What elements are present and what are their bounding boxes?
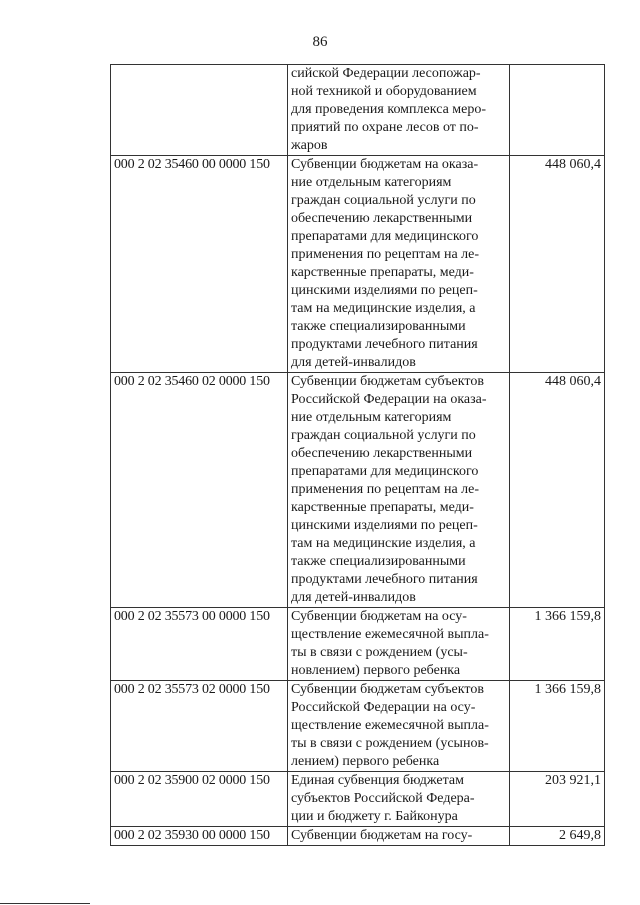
description-line: продуктами лечебного питания (291, 572, 478, 587)
description-line: карственные препараты, меди- (291, 265, 474, 280)
description-line: ние отдельным категориям (291, 410, 452, 425)
budget-code-cell: 000 2 02 35930 00 0000 150 (111, 827, 288, 846)
budget-table (110, 64, 605, 846)
table-body (111, 65, 605, 846)
description-line: цинскими изделиями по рецеп- (291, 518, 478, 533)
description-line: для детей-инвалидов (291, 590, 416, 605)
description-line: Субвенции бюджетам субъектов (291, 682, 484, 697)
amount-cell: 203 921,1 (510, 772, 605, 827)
description-line: сийской Федерации лесопожар- (291, 66, 481, 81)
budget-code-cell: 000 2 02 35573 00 0000 150 (111, 608, 288, 681)
table-row (111, 65, 605, 156)
description-line: препаратами для медицинского (291, 464, 479, 479)
description-cell (288, 827, 510, 846)
description-line: препаратами для медицинского (291, 229, 479, 244)
table-row (111, 373, 605, 608)
description-line: Единая субвенция бюджетам (291, 773, 464, 788)
description-line: ты в связи с рождением (усы- (291, 645, 468, 660)
budget-code-cell: 000 2 02 35573 02 0000 150 (111, 681, 288, 772)
description-line: Российской Федерации на осу- (291, 700, 476, 715)
budget-code-cell: 000 2 02 35460 02 0000 150 (111, 373, 288, 608)
amount-cell: 2 649,8 (510, 827, 605, 846)
budget-code-cell: 000 2 02 35900 02 0000 150 (111, 772, 288, 827)
description-line: применения по рецептам на ле- (291, 247, 480, 262)
amount-cell: 1 366 159,8 (510, 681, 605, 772)
description-line: Российской Федерации на оказа- (291, 392, 487, 407)
amount-cell (510, 65, 605, 156)
table-row (111, 772, 605, 827)
description-cell (288, 156, 510, 373)
table-row (111, 827, 605, 846)
amount-cell: 448 060,4 (510, 156, 605, 373)
description-line: ной техникой и оборудованием (291, 84, 477, 99)
description-line: применения по рецептам на ле- (291, 482, 480, 497)
description-line: Субвенции бюджетам на осу- (291, 609, 467, 624)
description-cell (288, 65, 510, 156)
description-line: для детей-инвалидов (291, 355, 416, 370)
table-row (111, 156, 605, 373)
description-line: лением) первого ребенка (291, 754, 440, 769)
footer-rule (0, 903, 90, 904)
description-line: Субвенции бюджетам на госу- (291, 828, 473, 843)
description-cell (288, 373, 510, 608)
description-line: жаров (291, 138, 328, 153)
budget-code-cell: 000 2 02 35460 00 0000 150 (111, 156, 288, 373)
description-line: новлением) первого ребенка (291, 663, 461, 678)
description-line: ществление ежемесячной выпла- (291, 718, 489, 733)
description-cell (288, 681, 510, 772)
description-line: граждан социальной услуги по (291, 428, 476, 443)
description-cell (288, 608, 510, 681)
description-line: ты в связи с рождением (усынов- (291, 736, 489, 751)
description-line: обеспечению лекарственными (291, 211, 473, 226)
description-line: ществление ежемесячной выпла- (291, 627, 489, 642)
description-line: продуктами лечебного питания (291, 337, 478, 352)
description-line: там на медицинские изделия, а (291, 301, 476, 316)
description-line: субъектов Российской Федера- (291, 791, 475, 806)
page-number: 86 (312, 34, 328, 50)
amount-cell: 1 366 159,8 (510, 608, 605, 681)
description-line: Субвенции бюджетам на оказа- (291, 157, 479, 172)
description-line: для проведения комплекса меро- (291, 102, 487, 117)
description-line: карственные препараты, меди- (291, 500, 474, 515)
description-line: ции и бюджету г. Байконура (291, 809, 458, 824)
description-line: там на медицинские изделия, а (291, 536, 476, 551)
description-line: Субвенции бюджетам субъектов (291, 374, 484, 389)
description-line: также специализированными (291, 554, 466, 569)
amount-cell: 448 060,4 (510, 373, 605, 608)
budget-code-cell (111, 65, 288, 156)
description-line: обеспечению лекарственными (291, 446, 473, 461)
description-line: приятий по охране лесов от по- (291, 120, 479, 135)
description-line: граждан социальной услуги по (291, 193, 476, 208)
table-row (111, 681, 605, 772)
description-line: ние отдельным категориям (291, 175, 452, 190)
description-line: цинскими изделиями по рецеп- (291, 283, 478, 298)
table-row (111, 608, 605, 681)
description-cell (288, 772, 510, 827)
description-line: также специализированными (291, 319, 466, 334)
